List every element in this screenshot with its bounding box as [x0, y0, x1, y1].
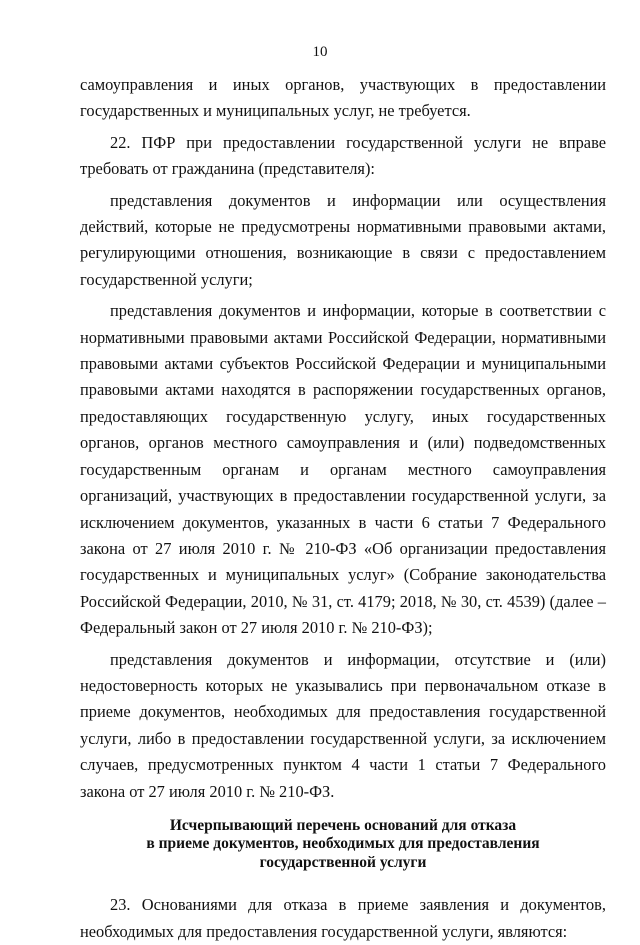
- paragraph-continuation: самоуправления и иных органов, участвующих в предоставлении государственных и муниципальных услуг, не требуется.: [80, 75, 606, 121]
- paragraph-requirement-missing-info: представления документов и информации, отсутствие и (или) недостоверность которых не указывались при первоначальном отказе в приеме документов, необходимых для предоставления государственной услуги, либо в предоставлении государственной услуги, за исключением случаев, предусмотренных пунктом 4 части 1 статьи 7 Федерального закона от 27 июля 2010 г. № 210-ФЗ.: [80, 649, 606, 801]
- section-heading-line-1: Исчерпывающий перечень оснований для отказа: [169, 816, 517, 834]
- paragraph-requirement-actions: представления документов и информации или осуществления действий, которые не предусмотрены нормативными правовыми актами, регулирующими отношения, возникающие в связи с предоставлением государственной услуги;: [80, 190, 606, 289]
- paragraph-item-23: 23. Основаниями для отказа в приеме заявления и документов, необходимых для предоставления государственной услуги, являются:: [80, 895, 606, 941]
- section-heading: [80, 817, 606, 873]
- paragraph-requirement-documents: представления документов и информации, которые в соответствии с нормативными правовыми актами Российской Федерации, нормативными правовыми актами субъектов Российской Федерации и муниципальными правовыми актами находятся в распоряжении государственных органов, предоставляющих государственную услугу, иных государственных органов, органов местного самоуправления и (или) подведомственных государственным органам и органам местного самоуправления организаций, участвующих в предоставлении государственной услуги, за исключением документов, указанных в части 6 статьи 7 Федерального закона от 27 июля 2010 г. № 210-ФЗ «Об организации предоставления государственных и муниципальных услуг» (Собрание законодательства Российской Федерации, 2010, № 31, ст. 4179; 2018, № 30, ст. 4539) (далее – Федеральный закон от 27 июля 2010 г. № 210-ФЗ);: [80, 301, 606, 638]
- paragraph-item-22: 22. ПФР при предоставлении государственной услуги не вправе требовать от гражданина (представителя):: [80, 132, 606, 179]
- section-heading-line-2: в приеме документов, необходимых для предоставления: [146, 835, 540, 853]
- section-heading-line-3: государственной услуги: [259, 853, 427, 871]
- page-number: 10: [312, 44, 328, 60]
- document-body: [80, 72, 606, 945]
